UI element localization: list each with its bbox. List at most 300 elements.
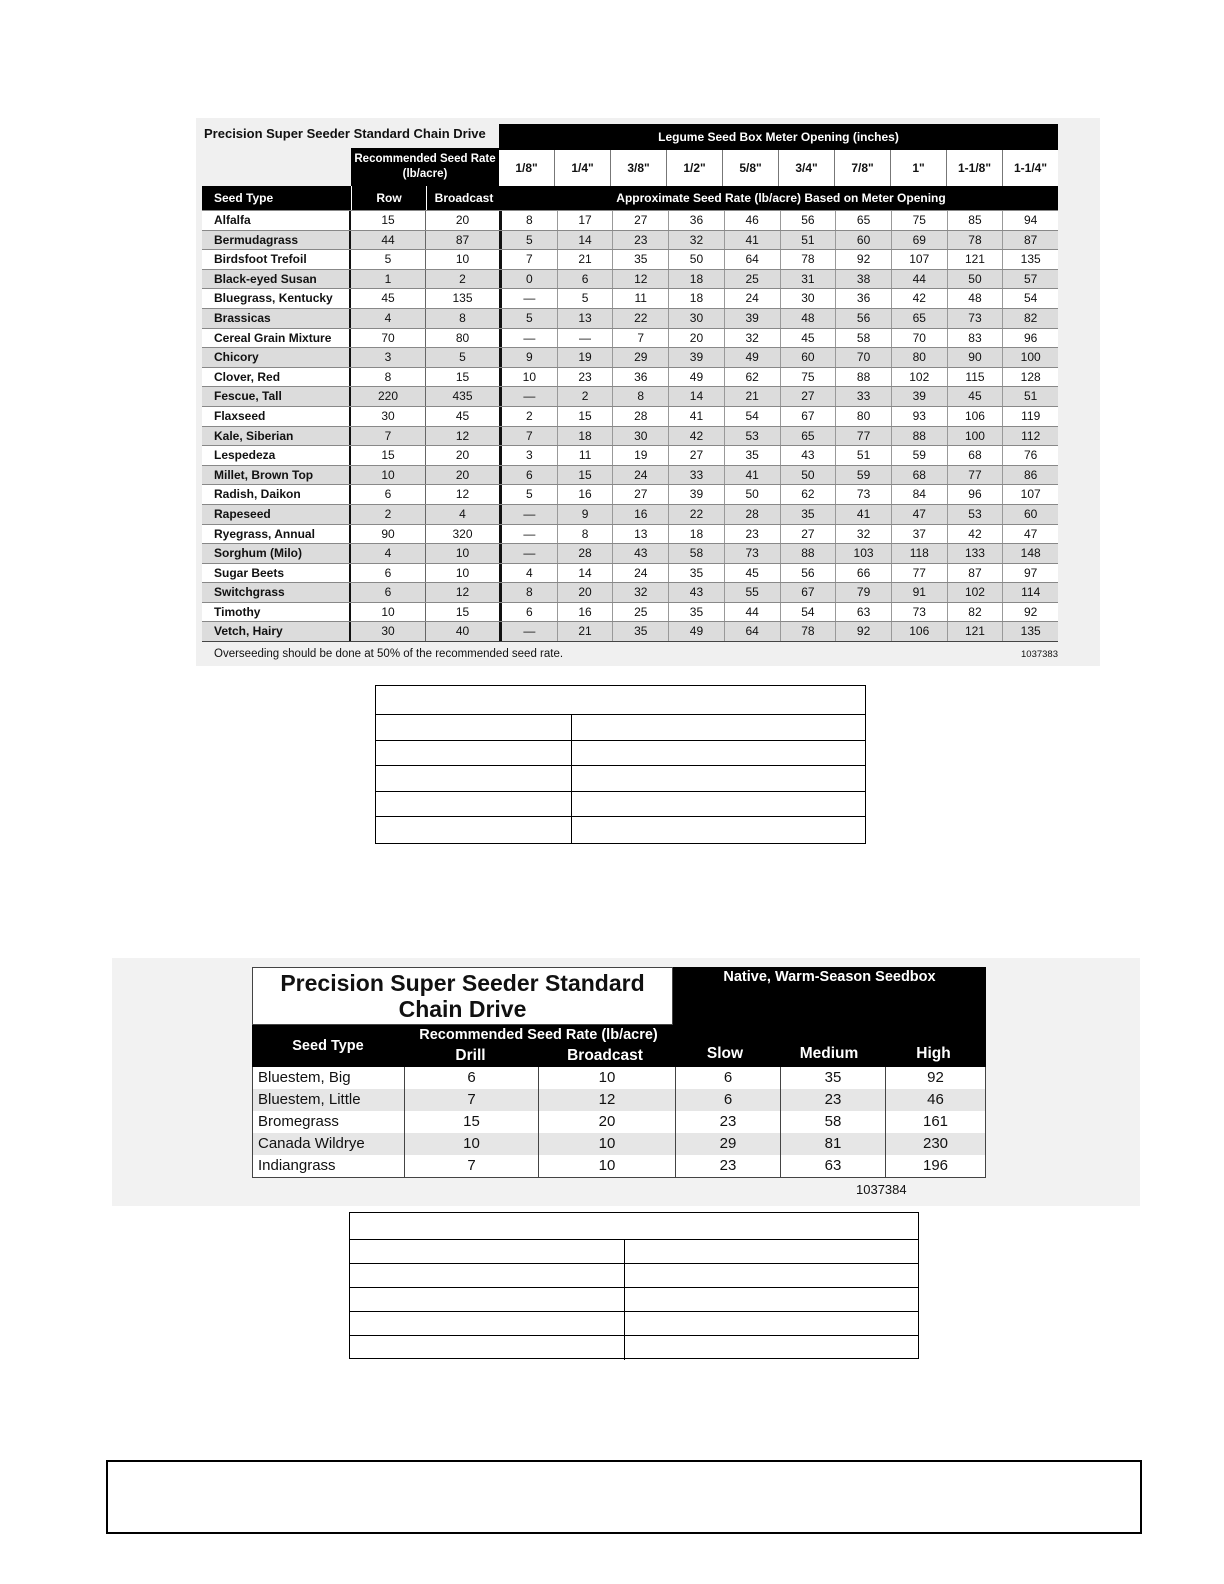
- row-rate-cell: 10: [351, 603, 426, 622]
- table-row: [202, 465, 1058, 485]
- approx-rate-cell: 35: [669, 564, 725, 583]
- row-rate-cell: 15: [351, 446, 426, 465]
- approx-rate-cell: 128: [1020, 369, 1041, 384]
- approx-rate-cell: 30: [669, 309, 725, 328]
- drill-rate-cell: 7: [405, 1155, 539, 1177]
- approx-rate-cell: 39: [669, 348, 725, 367]
- approx-rate-cell: 43: [781, 446, 837, 465]
- approx-rate-cell: 24: [613, 466, 669, 485]
- broadcast-rate-cell: 20: [426, 446, 502, 465]
- high-rate-cell: 161: [922, 1113, 949, 1130]
- approx-rate-cell: 119: [1021, 408, 1041, 423]
- approx-rate-cell: 64: [725, 250, 781, 269]
- approx-rate-cell: 16: [558, 485, 614, 504]
- approx-rate-cell: 57: [1024, 271, 1038, 286]
- approx-rate-cell: 25: [725, 270, 781, 289]
- legume-column-headers: [202, 186, 1058, 210]
- blank-table-row: [350, 1312, 918, 1336]
- approx-rate-cell: 62: [725, 368, 781, 387]
- slow-rate-cell: 23: [676, 1155, 781, 1177]
- seed-type-cell: Sugar Beets: [202, 564, 351, 583]
- approx-rate-cell: 42: [669, 427, 725, 446]
- broadcast-rate-cell: 5: [426, 348, 502, 367]
- blank-table-row: [350, 1336, 918, 1360]
- broadcast-rate-cell: 20: [426, 466, 502, 485]
- approx-rate-cell: 35: [613, 250, 669, 269]
- table-row: [202, 367, 1058, 387]
- row-rate-cell: 4: [351, 309, 426, 328]
- approx-rate-cell: 13: [613, 525, 669, 544]
- approx-rate-cell: 106: [892, 622, 948, 641]
- row-header: Row: [351, 186, 426, 210]
- approx-rate-cell: —: [502, 289, 558, 308]
- approx-rate-cell: 22: [669, 505, 725, 524]
- seed-type-cell: Cereal Grain Mixture: [202, 329, 351, 348]
- native-seedbox-title: Native, Warm-Season Seedbox: [723, 969, 936, 985]
- approx-rate-cell: 90: [948, 348, 1004, 367]
- approx-rate-cell: 14: [558, 564, 614, 583]
- broadcast-header: Broadcast: [567, 1047, 643, 1064]
- approx-rate-cell: 87: [948, 564, 1004, 583]
- approx-rate-cell: 29: [613, 348, 669, 367]
- table-row: [202, 524, 1058, 544]
- approx-rate-cell: 18: [669, 270, 725, 289]
- approx-rate-cell: 58: [836, 329, 892, 348]
- row-rate-cell: 44: [351, 231, 426, 250]
- approx-rate-cell: 49: [669, 368, 725, 387]
- approx-rate-cell: 23: [613, 231, 669, 250]
- row-rate-cell: 70: [351, 329, 426, 348]
- meter-opening-header: Legume Seed Box Meter Opening (inches): [499, 124, 1058, 150]
- approx-rate-cell: 121: [948, 622, 1004, 641]
- approx-rate-cell: 103: [836, 544, 892, 563]
- table-row: [202, 621, 1058, 641]
- approx-rate-cell: 60: [781, 348, 837, 367]
- row-rate-cell: 7: [351, 427, 426, 446]
- approx-rate-cell: 8: [613, 387, 669, 406]
- broadcast-rate-cell: 80: [426, 329, 502, 348]
- approx-rate-cell: 28: [725, 505, 781, 524]
- approx-rate-cell: —: [558, 329, 614, 348]
- broadcast-rate-cell: 10: [539, 1067, 676, 1089]
- approx-rate-cell: 48: [781, 309, 837, 328]
- approx-rate-cell: 96: [948, 485, 1004, 504]
- approx-rate-cell: 37: [892, 525, 948, 544]
- approx-rate-cell: 45: [781, 329, 837, 348]
- approx-rate-cell: 97: [1024, 565, 1038, 580]
- approx-rate-cell: 58: [669, 544, 725, 563]
- approx-rate-cell: 77: [948, 466, 1004, 485]
- approx-rate-cell: 77: [836, 427, 892, 446]
- approx-rate-cell: 28: [613, 407, 669, 426]
- drill-rate-cell: 6: [405, 1067, 539, 1089]
- medium-header: Medium: [799, 1045, 859, 1062]
- broadcast-rate-cell: 10: [426, 250, 502, 269]
- approx-rate-cell: 54: [781, 603, 837, 622]
- approx-rate-cell: 24: [613, 564, 669, 583]
- approx-rate-cell: 106: [948, 407, 1004, 426]
- approx-rate-cell: 3: [502, 446, 558, 465]
- approx-rate-cell: 38: [836, 270, 892, 289]
- approx-rate-cell: 92: [1024, 604, 1038, 619]
- approx-rate-cell: 63: [836, 603, 892, 622]
- approx-rate-cell: 6: [502, 466, 558, 485]
- approx-rate-cell: 6: [558, 270, 614, 289]
- seed-type-cell: Flaxseed: [202, 407, 351, 426]
- approx-rate-cell: 27: [781, 525, 837, 544]
- approx-rate-cell: 84: [892, 485, 948, 504]
- row-rate-cell: 6: [351, 485, 426, 504]
- table-row: [202, 308, 1058, 328]
- approx-rate-cell: 51: [1024, 389, 1038, 404]
- approx-rate-cell: 44: [892, 270, 948, 289]
- recommended-rate-header: Recommended Seed Rate (lb/acre): [419, 1027, 658, 1043]
- approx-rate-cell: 96: [1024, 330, 1038, 345]
- seed-type-cell: Chicory: [202, 348, 351, 367]
- approx-rate-cell: 39: [725, 309, 781, 328]
- approx-rate-cell: 21: [725, 387, 781, 406]
- approx-rate-cell: 88: [781, 544, 837, 563]
- approx-rate-cell: 41: [725, 466, 781, 485]
- seed-type-cell: Birdsfoot Trefoil: [202, 250, 351, 269]
- table-row: [253, 1133, 985, 1155]
- meter-opening-label: 1": [890, 150, 946, 186]
- legume-table-title: Precision Super Seeder Standard Chain Drive: [204, 126, 486, 141]
- approx-rate-cell: 80: [836, 407, 892, 426]
- approx-rate-cell: 27: [781, 387, 837, 406]
- approx-rate-cell: 45: [948, 387, 1004, 406]
- row-rate-cell: 220: [351, 387, 426, 406]
- approx-rate-cell: 23: [725, 525, 781, 544]
- approx-rate-cell: 73: [892, 603, 948, 622]
- seed-type-cell: Fescue, Tall: [202, 387, 351, 406]
- approx-rate-cell: 92: [836, 250, 892, 269]
- recommended-rate-header: Recommended Seed Rate (lb/acre): [351, 148, 499, 186]
- table-row: [202, 484, 1058, 504]
- approx-rate-cell: 4: [502, 564, 558, 583]
- approx-rate-cell: 10: [502, 368, 558, 387]
- seed-type-cell: Black-eyed Susan: [202, 270, 351, 289]
- approx-rate-cell: 107: [1020, 487, 1041, 502]
- approx-rate-cell: 112: [1021, 428, 1041, 443]
- approx-rate-cell: 135: [1020, 624, 1041, 639]
- approx-rate-cell: 7: [502, 250, 558, 269]
- seed-type-cell: Millet, Brown Top: [202, 466, 351, 485]
- approx-rate-cell: 75: [892, 211, 948, 230]
- row-rate-cell: 4: [351, 544, 426, 563]
- blank-table-row: [376, 766, 865, 792]
- high-rate-cell: 230: [922, 1135, 949, 1152]
- approx-rate-cell: 69: [892, 231, 948, 250]
- medium-rate-cell: 63: [781, 1155, 886, 1177]
- approx-rate-cell: 59: [836, 466, 892, 485]
- approx-rate-cell: 41: [725, 231, 781, 250]
- approx-rate-cell: 65: [892, 309, 948, 328]
- native-left-header: [252, 1025, 673, 1067]
- medium-rate-cell: 58: [781, 1111, 886, 1133]
- medium-rate-cell: 81: [781, 1133, 886, 1155]
- approx-rate-cell: 18: [669, 289, 725, 308]
- row-rate-cell: 30: [351, 407, 426, 426]
- blank-table-row: [376, 715, 865, 741]
- approx-rate-cell: 28: [558, 544, 614, 563]
- approx-rate-cell: 75: [781, 368, 837, 387]
- native-table-body: [252, 1067, 986, 1178]
- table-row: [253, 1067, 985, 1089]
- broadcast-rate-cell: 15: [426, 368, 502, 387]
- approx-rate-cell: 50: [948, 270, 1004, 289]
- seed-type-cell: Bermudagrass: [202, 231, 351, 250]
- approx-rate-cell: 73: [725, 544, 781, 563]
- row-rate-cell: 15: [351, 211, 426, 230]
- slow-rate-cell: 6: [676, 1089, 781, 1111]
- native-table-title: Precision Super Seeder Standard Chain Drive: [252, 967, 673, 1025]
- approx-rate-cell: 100: [1020, 350, 1041, 365]
- blank-table-header: [350, 1213, 918, 1240]
- blank-table-row: [376, 741, 865, 767]
- seed-type-cell: Radish, Daikon: [202, 485, 351, 504]
- approx-rate-cell: 67: [781, 407, 837, 426]
- approx-rate-cell: 54: [1024, 291, 1038, 306]
- table-row: [202, 602, 1058, 622]
- approx-rate-cell: 100: [948, 427, 1004, 446]
- approx-rate-cell: 42: [948, 525, 1004, 544]
- medium-rate-cell: 23: [781, 1089, 886, 1111]
- approx-rate-cell: 33: [836, 387, 892, 406]
- bottom-frame: [106, 1460, 1142, 1534]
- approx-rate-cell: 82: [948, 603, 1004, 622]
- approx-rate-cell: 15: [558, 466, 614, 485]
- approx-rate-cell: 47: [892, 505, 948, 524]
- approx-rate-cell: 60: [1024, 506, 1038, 521]
- approx-rate-cell: 73: [948, 309, 1004, 328]
- high-rate-cell: 196: [922, 1157, 949, 1174]
- approx-rate-cell: 107: [892, 250, 948, 269]
- approx-rate-cell: 18: [558, 427, 614, 446]
- approx-rate-header: Approximate Seed Rate (lb/acre) Based on Meter Opening: [501, 186, 1058, 210]
- approx-rate-cell: 56: [836, 309, 892, 328]
- approx-rate-cell: 32: [725, 329, 781, 348]
- seed-type-cell: Bluegrass, Kentucky: [202, 289, 351, 308]
- approx-rate-cell: —: [502, 525, 558, 544]
- table-row: [202, 504, 1058, 524]
- approx-rate-cell: 45: [725, 564, 781, 583]
- approx-rate-cell: 32: [613, 583, 669, 602]
- approx-rate-cell: —: [502, 329, 558, 348]
- approx-rate-cell: 50: [781, 466, 837, 485]
- meter-opening-label: 1/2": [666, 150, 722, 186]
- approx-rate-cell: 41: [669, 407, 725, 426]
- table-row: [202, 445, 1058, 465]
- approx-rate-cell: 32: [836, 525, 892, 544]
- approx-rate-cell: 78: [948, 231, 1004, 250]
- slow-rate-cell: 29: [676, 1133, 781, 1155]
- approx-rate-cell: 36: [613, 368, 669, 387]
- approx-rate-cell: 11: [558, 446, 614, 465]
- slow-header: Slow: [706, 1045, 744, 1062]
- seed-type-cell: Bluestem, Big: [253, 1067, 405, 1089]
- approx-rate-cell: 118: [892, 544, 948, 563]
- approx-rate-cell: 2: [502, 407, 558, 426]
- approx-rate-cell: 16: [613, 505, 669, 524]
- meter-opening-label: 7/8": [834, 150, 890, 186]
- approx-rate-cell: 102: [948, 583, 1004, 602]
- meter-opening-label: 3/8": [610, 150, 666, 186]
- broadcast-rate-cell: 2: [426, 270, 502, 289]
- approx-rate-cell: 51: [836, 446, 892, 465]
- seed-type-header: Seed Type: [292, 1038, 364, 1054]
- approx-rate-cell: 9: [558, 505, 614, 524]
- table-row: [253, 1155, 985, 1177]
- meter-opening-sizes: [499, 150, 1058, 186]
- approx-rate-cell: 102: [892, 368, 948, 387]
- slow-rate-cell: 23: [676, 1111, 781, 1133]
- approx-rate-cell: 11: [613, 289, 669, 308]
- seed-type-cell: Brassicas: [202, 309, 351, 328]
- approx-rate-cell: 41: [836, 505, 892, 524]
- approx-rate-cell: 148: [1020, 546, 1041, 561]
- drill-rate-cell: 10: [405, 1133, 539, 1155]
- broadcast-rate-cell: 20: [426, 211, 502, 230]
- table-row: [253, 1111, 985, 1133]
- meter-opening-label: 1/8": [499, 150, 554, 186]
- overseeding-note: Overseeding should be done at 50% of the recommended seed rate.: [214, 648, 564, 660]
- native-figure-code: 1037384: [856, 1182, 907, 1197]
- approx-rate-cell: 54: [725, 407, 781, 426]
- approx-rate-cell: 68: [948, 446, 1004, 465]
- row-rate-cell: 5: [351, 250, 426, 269]
- broadcast-rate-cell: 12: [539, 1089, 676, 1111]
- approx-rate-cell: —: [502, 387, 558, 406]
- approx-rate-cell: 21: [558, 250, 614, 269]
- approx-rate-cell: 12: [613, 270, 669, 289]
- approx-rate-cell: 65: [781, 427, 837, 446]
- approx-rate-cell: 62: [781, 485, 837, 504]
- approx-rate-cell: 6: [502, 603, 558, 622]
- approx-rate-cell: 60: [836, 231, 892, 250]
- approx-rate-cell: 48: [948, 289, 1004, 308]
- broadcast-rate-cell: 12: [426, 427, 502, 446]
- approx-rate-cell: 78: [781, 250, 837, 269]
- approx-rate-cell: 47: [1024, 526, 1038, 541]
- drill-rate-cell: 15: [405, 1111, 539, 1133]
- approx-rate-cell: 5: [502, 309, 558, 328]
- approx-rate-cell: 121: [948, 250, 1004, 269]
- seed-type-cell: Bluestem, Little: [253, 1089, 405, 1111]
- approx-rate-cell: 35: [725, 446, 781, 465]
- legume-seed-rate-chart: [196, 118, 1100, 666]
- approx-rate-cell: 20: [669, 329, 725, 348]
- approx-rate-cell: 49: [725, 348, 781, 367]
- approx-rate-cell: 0: [502, 270, 558, 289]
- table-row: [202, 249, 1058, 269]
- broadcast-rate-cell: 435: [426, 387, 502, 406]
- approx-rate-cell: 115: [948, 368, 1004, 387]
- seed-type-cell: Switchgrass: [202, 583, 351, 602]
- row-rate-cell: 45: [351, 289, 426, 308]
- seed-type-cell: Indiangrass: [253, 1155, 405, 1177]
- meter-opening-label: 3/4": [778, 150, 834, 186]
- row-rate-cell: 8: [351, 368, 426, 387]
- row-rate-cell: 90: [351, 525, 426, 544]
- approx-rate-cell: 27: [613, 485, 669, 504]
- approx-rate-cell: 30: [781, 289, 837, 308]
- approx-rate-cell: 91: [892, 583, 948, 602]
- approx-rate-cell: 20: [558, 583, 614, 602]
- approx-rate-cell: 7: [502, 427, 558, 446]
- high-rate-cell: 92: [927, 1069, 944, 1086]
- approx-rate-cell: 27: [669, 446, 725, 465]
- approx-rate-cell: 23: [558, 368, 614, 387]
- approx-rate-cell: 35: [669, 603, 725, 622]
- slow-rate-cell: 6: [676, 1067, 781, 1089]
- table-row: [202, 210, 1058, 230]
- approx-rate-cell: 30: [613, 427, 669, 446]
- approx-rate-cell: 94: [1024, 213, 1038, 227]
- native-seedbox-header: [673, 967, 986, 1067]
- seed-type-cell: Ryegrass, Annual: [202, 525, 351, 544]
- approx-rate-cell: 56: [781, 564, 837, 583]
- approx-rate-cell: 5: [502, 485, 558, 504]
- legume-figure-code: 1037383: [1021, 649, 1058, 660]
- approx-rate-cell: 25: [613, 603, 669, 622]
- approx-rate-cell: 55: [725, 583, 781, 602]
- broadcast-rate-cell: 8: [426, 309, 502, 328]
- approx-rate-cell: 76: [1024, 448, 1038, 463]
- approx-rate-cell: 82: [1024, 310, 1038, 325]
- approx-rate-cell: 18: [669, 525, 725, 544]
- approx-rate-cell: 15: [558, 407, 614, 426]
- approx-rate-cell: 70: [836, 348, 892, 367]
- seed-type-cell: Sorghum (Milo): [202, 544, 351, 563]
- seed-type-header: Seed Type: [214, 191, 274, 205]
- approx-rate-cell: —: [502, 505, 558, 524]
- seed-type-cell: Vetch, Hairy: [202, 622, 351, 641]
- broadcast-rate-cell: 45: [426, 407, 502, 426]
- approx-rate-cell: 13: [558, 309, 614, 328]
- approx-rate-cell: 5: [558, 289, 614, 308]
- broadcast-rate-cell: 320: [426, 525, 502, 544]
- table-row: [202, 406, 1058, 426]
- approx-rate-cell: 39: [669, 485, 725, 504]
- approx-rate-cell: 35: [781, 505, 837, 524]
- approx-rate-cell: 64: [725, 622, 781, 641]
- approx-rate-cell: 14: [558, 231, 614, 250]
- table-row: [202, 543, 1058, 563]
- row-rate-cell: 1: [351, 270, 426, 289]
- approx-rate-cell: 24: [725, 289, 781, 308]
- table-row: [253, 1089, 985, 1111]
- approx-rate-cell: 133: [948, 544, 1004, 563]
- approx-rate-cell: 2: [558, 387, 614, 406]
- approx-rate-cell: 32: [669, 231, 725, 250]
- approx-rate-cell: 14: [669, 387, 725, 406]
- broadcast-rate-cell: 87: [426, 231, 502, 250]
- seed-type-cell: Bromegrass: [253, 1111, 405, 1133]
- approx-rate-cell: 70: [892, 329, 948, 348]
- seed-type-cell: Lespedeza: [202, 446, 351, 465]
- seed-type-cell: Rapeseed: [202, 505, 351, 524]
- meter-opening-label: 5/8": [722, 150, 778, 186]
- seed-type-cell: Canada Wildrye: [253, 1133, 405, 1155]
- approx-rate-cell: 86: [1024, 467, 1038, 482]
- table-row: [202, 269, 1058, 289]
- approx-rate-cell: 88: [836, 368, 892, 387]
- approx-rate-cell: 65: [836, 211, 892, 230]
- approx-rate-cell: 77: [892, 564, 948, 583]
- row-rate-cell: 3: [351, 348, 426, 367]
- row-rate-cell: 2: [351, 505, 426, 524]
